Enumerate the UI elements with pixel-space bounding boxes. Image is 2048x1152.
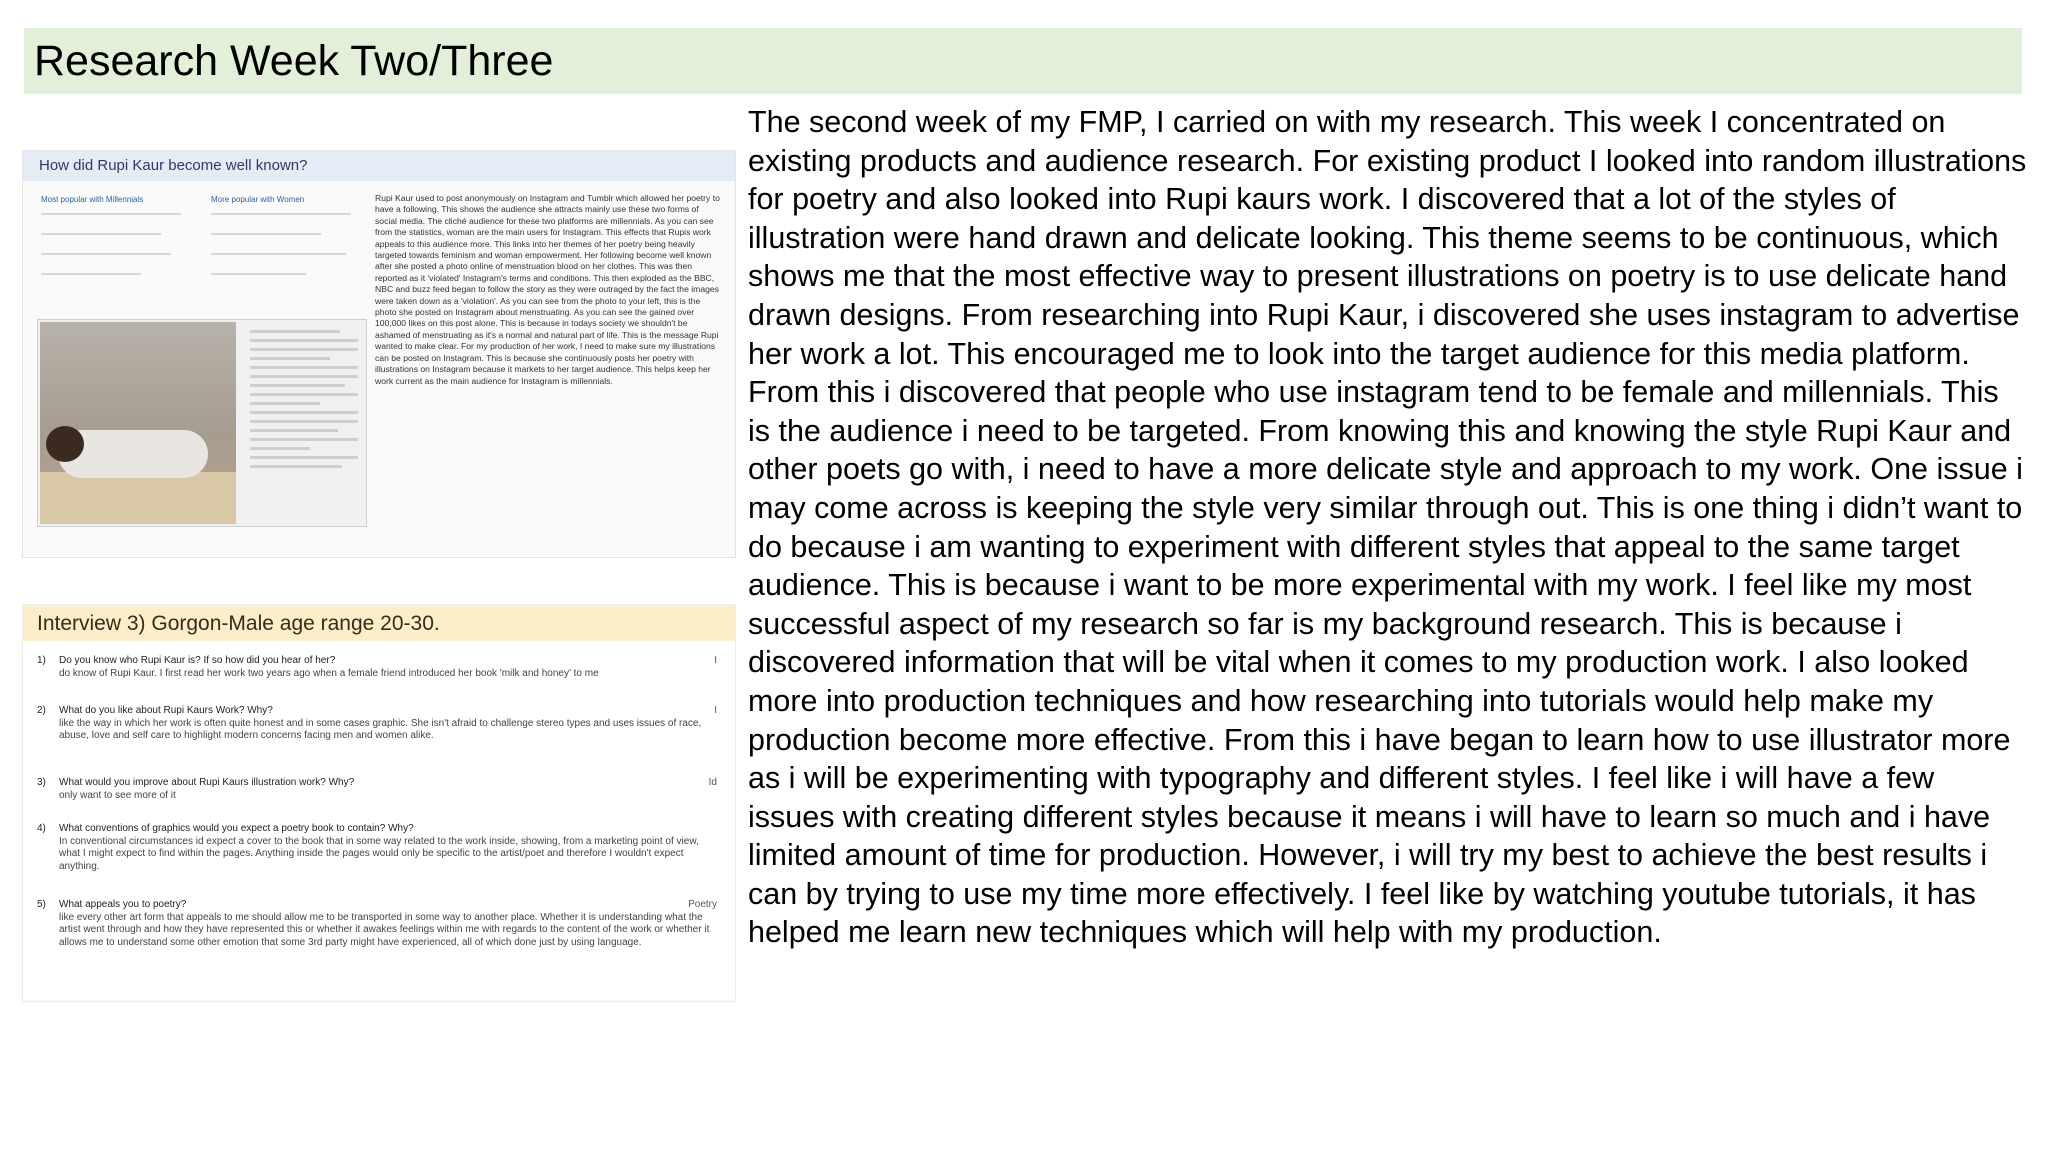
millennials-chart-caption: Most popular with Millennials bbox=[41, 195, 144, 204]
interview-heading: Interview 3) Gorgon-Male age range 20-30. bbox=[37, 612, 440, 635]
interview-item: 2) What do you like about Rupi Kaurs Work? Why? like the way in which her work is often quite honest and in some cases graphic. She isn't afraid to challenge stereo types and uses issues of race, abuse, love and self care to highlight modern concerns facing men and women alike. I bbox=[37, 705, 717, 742]
millennials-chart bbox=[41, 195, 191, 281]
interview-item: 3) What would you improve about Rupi Kaurs illustration work? Why? only want to see more of it Id bbox=[37, 777, 717, 801]
interview-item: 1) Do you know who Rupi Kaur is? If so how did you hear of her? do know of Rupi Kaur. I first read her work two years ago when a female friend introduced her book 'milk and honey' to me I bbox=[37, 655, 717, 679]
women-chart bbox=[211, 195, 361, 281]
women-chart-caption: More popular with Women bbox=[211, 195, 305, 204]
interview-item: 4) What conventions of graphics would you expect a poetry book to contain? Why? In conventional circumstances id expect a cover to the book that in some way related to the work inside, showing, from a marketing point of view, what I might expect to find within the pages. Anything inside the pages would only be specific to the artist/poet and therefore I wouldn't expect anything. bbox=[37, 823, 699, 872]
interview-header bbox=[23, 605, 735, 641]
thumbnail-header bbox=[23, 151, 735, 181]
instagram-photo bbox=[40, 322, 236, 524]
thumbnail-paragraph: Rupi Kaur used to post anonymously on Instagram and Tumblr which allowed her poetry to have a following. This shows the audience she attracts mainly use these two forms of social media. The cliché audience for these two platforms are millennials. As you can see from the statistics, woman are the main users for Instagram. This effects that Rupis work appeals to this audience more. This links into her themes of her poetry being heavily targeted towards feminism and woman empowerment. Her following become well known after she posted a photo online of menstruation blood on her clothes. This was then reported as it 'violated' Instagram's terms and conditions. This then exploded as the BBC, NBC and buzz feed began to follow the story as they were outraged by the fact the images were taken down as a 'violation'. As you can see from the photo to your left, this is the photo she posted on Instagram about menstruating. As you can see the gained over 100,000 likes on this post alone. This is because in todays society we shouldn't be ashamed of menstruating as it's a normal and natural part of life. This is the message Rupi wanted to make clear. For my production of her work, I need to make sure my illustrations can be posted on Instagram. This is because she continuously posts her poetry with illustrations on Instagram because it markets to her target audience. This helps keep her work current as the main audience for Instagram is millennials. bbox=[375, 193, 720, 386]
thumbnail-heading: How did Rupi Kaur become well known? bbox=[39, 157, 308, 174]
instagram-post-card bbox=[37, 319, 367, 527]
instagram-comments bbox=[250, 330, 358, 474]
research-thumbnail-rupi-kaur bbox=[22, 150, 736, 558]
interview-thumbnail bbox=[22, 604, 736, 1002]
slide-title: Research Week Two/Three bbox=[34, 37, 554, 85]
body-paragraph: The second week of my FMP, I carried on with my research. This week I concentrated on existing products and audience research. For existing product I looked into random illustrations for poetry and also looked into Rupi kaurs work. I discovered that a lot of the styles of illustration were hand drawn and delicate looking. This theme seems to be continuous, which shows me that the most effective way to present illustrations on poetry is to use delicate hand drawn designs. From researching into Rupi Kaur, i discovered she uses instagram to advertise her work a lot. This encouraged me to look into the target audience for this media platform. From this i discovered that people who use instagram tend to be female and millennials. This is the audience i need to be targeted. From knowing this and knowing the style Rupi Kaur and other poets go with, i need to have a more delicate style and approach to my work. One issue i may come across is keeping the style very similar through out. This is one thing i didn’t want to do because i am wanting to experiment with different styles that appeal to the same target audience. This is because i want to be more experimental with my work. I feel like my most successful aspect of my research so far is my background research. This is because i discovered information that will be vital when it comes to my production work. I also looked more into production techniques and how researching into tutorials would help make my production become more effective. From this i have began to learn how to use illustrator more as i will be experimenting with typography and different styles. I feel like i will have a few issues with creating different styles because it means i will have to learn so much and i have limited amount of time for production. However, i will try my best to achieve the best results i can by trying to use my time more effectively. I feel like by watching youtube tutorials, it has helped me learn new techniques which will help with my production. bbox=[748, 105, 2027, 950]
title-banner bbox=[24, 28, 2022, 94]
interview-item: 5) What appeals you to poetry? like every other art form that appeals to me should allow me to be transported in some way to another place. Whether it is understanding what the artist went through and how they have represented this or whether it awakes feelings within me with regards to the content of the work or whether it allows me to understand some other emotion that some 3rd party might have experienced, all of which done just by using language. Poetry bbox=[37, 899, 717, 948]
